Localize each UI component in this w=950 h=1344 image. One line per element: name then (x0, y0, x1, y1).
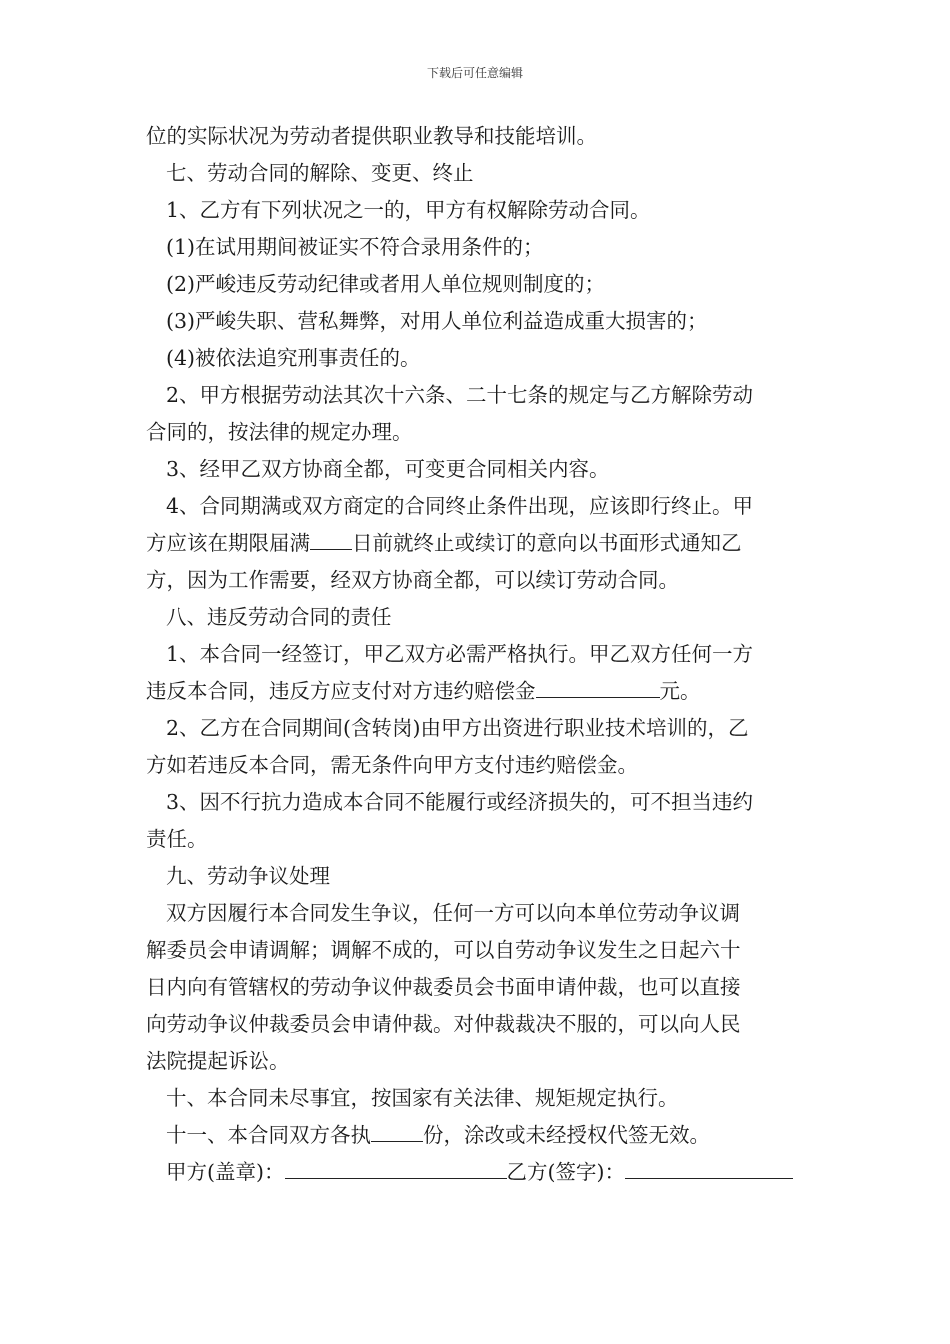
clause: 1、乙方有下列状况之一的，甲方有权解除劳动合同。 (166, 198, 651, 222)
text-line: 位的实际状况为劳动者提供职业教导和技能培训。 (146, 124, 597, 148)
blank-days-field[interactable] (310, 525, 352, 550)
clause: 3、经甲乙双方协商全都，可变更合同相关内容。 (166, 457, 610, 481)
clause: 4、合同期满或双方商定的合同终止条件出现，应该即行终止。甲 (166, 494, 754, 518)
section-heading: 十、本合同未尽事宜，按国家有关法律、规矩规定执行。 (166, 1086, 679, 1110)
text-line: 方如若违反本合同，需无条件向甲方支付违约赔偿金。 (146, 753, 638, 777)
text-line (146, 525, 810, 562)
text-line (146, 673, 810, 710)
clause: 1、本合同一经签订，甲乙双方必需严格执行。甲乙双方任何一方 (166, 642, 754, 666)
blank-amount-field[interactable] (536, 673, 660, 698)
text-line: 向劳动争议仲裁委员会申请仲裁。对仲裁裁决不服的，可以向人民 (146, 1012, 741, 1036)
text-line: 责任。 (146, 827, 208, 851)
party-b-label: 乙方(签字)： (506, 1160, 625, 1184)
paragraph-line: 双方因履行本合同发生争议，任何一方可以向本单位劳动争议调 (166, 901, 740, 925)
section-heading: 七、劳动合同的解除、变更、终止 (166, 161, 474, 185)
text-segment: 方应该在期限届满 (146, 531, 310, 555)
section-heading: 八、违反劳动合同的责任 (166, 605, 392, 629)
list-item: (3)严峻失职、营私舞弊，对用人单位利益造成重大损害的； (166, 309, 708, 333)
text-segment: 十一、本合同双方各执 (166, 1123, 371, 1147)
contract-body (146, 118, 810, 1191)
list-item: (4)被依法追究刑事责任的。 (166, 346, 421, 370)
clause: 2、甲方根据劳动法其次十六条、二十七条的规定与乙方解除劳动 (166, 383, 754, 407)
list-item: (2)严峻违反劳动纪律或者用人单位规则制度的； (166, 272, 606, 296)
text-line: 合同的，按法律的规定办理。 (146, 420, 413, 444)
party-a-label: 甲方(盖章)： (166, 1160, 285, 1184)
clause: 3、因不行抗力造成本合同不能履行或经济损失的，可不担当违约 (166, 790, 754, 814)
signature-line (146, 1154, 810, 1191)
text-segment: 元。 (659, 679, 701, 703)
list-item: (1)在试用期间被证实不符合录用条件的； (166, 235, 544, 259)
party-b-signature-field[interactable] (625, 1154, 793, 1179)
party-a-seal-field[interactable] (285, 1154, 507, 1179)
text-segment: 份，涂改或未经授权代签无效。 (423, 1123, 710, 1147)
text-line: 法院提起诉讼。 (146, 1049, 290, 1073)
page-header: 下载后可任意编辑 (426, 66, 523, 80)
text-line: 日内向有管辖权的劳动争议仲裁委员会书面申请仲裁，也可以直接 (146, 975, 741, 999)
section-heading: 九、劳动争议处理 (166, 864, 330, 888)
text-line: 解委员会申请调解；调解不成的，可以自劳动争议发生之日起六十 (146, 938, 741, 962)
blank-copies-field[interactable] (371, 1117, 423, 1142)
clause: 2、乙方在合同期间(含转岗)由甲方出资进行职业技术培训的，乙 (166, 716, 749, 740)
text-line: 方，因为工作需要，经双方协商全都，可以续订劳动合同。 (146, 568, 679, 592)
text-segment: 日前就终止或续订的意向以书面形式通知乙 (352, 531, 742, 555)
section-heading (146, 1117, 810, 1154)
text-segment: 违反本合同，违反方应支付对方违约赔偿金 (146, 679, 536, 703)
